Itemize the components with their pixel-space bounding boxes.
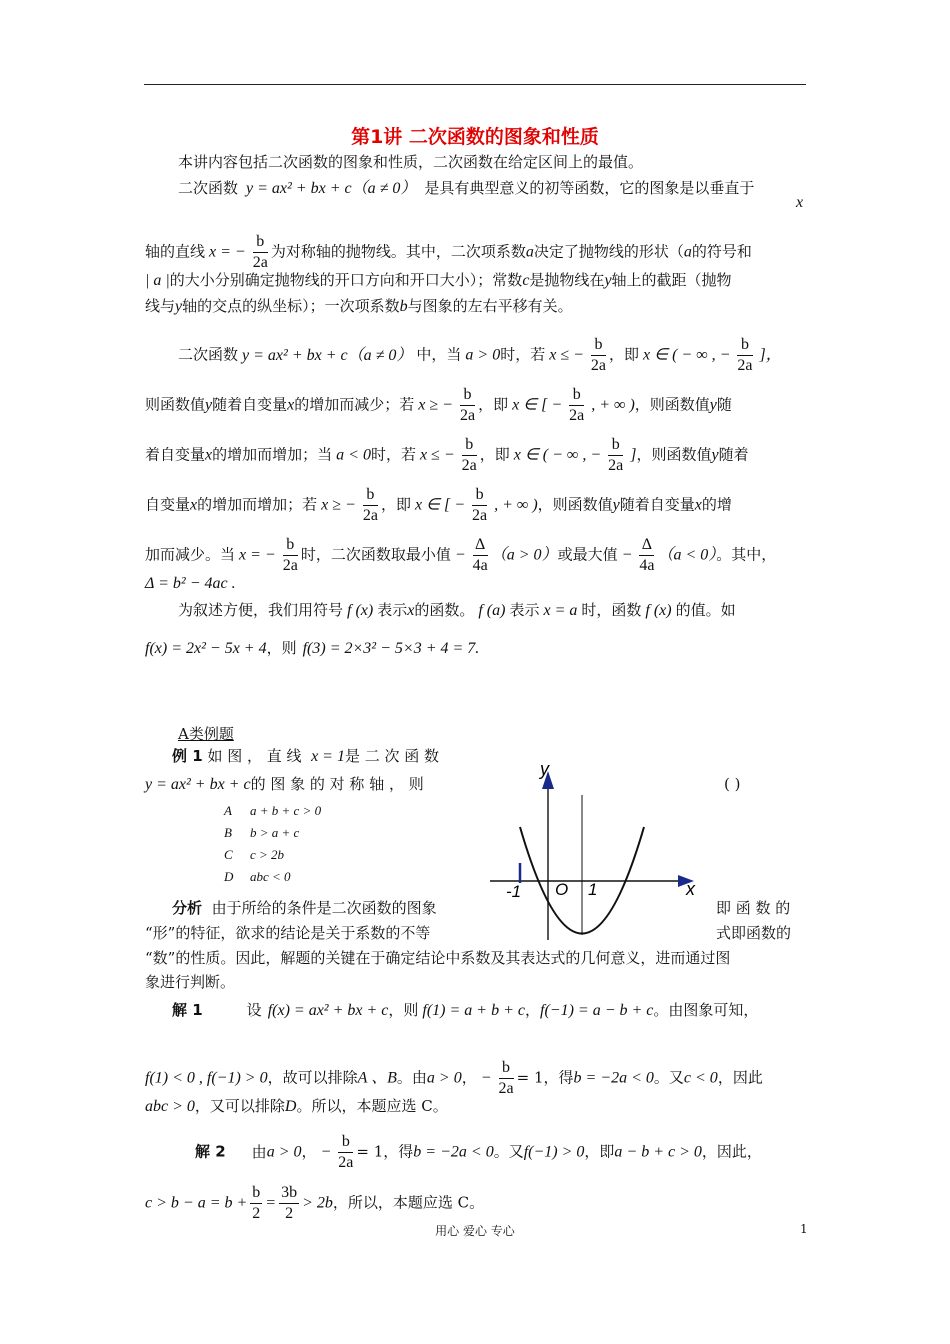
p3-line1: 为叙述方便，我们用符号 f (x) 表示x的函数。 f (a) 表示 x = a 时，函数 f (x) 的值。如 xyxy=(178,601,736,619)
sol1-line1: 解 1 设 f(x) = ax² + bx + c，则 f(1) = a + b + c，f(−1) = a − b + c。由图象可知， xyxy=(172,1001,759,1019)
p3-line2: f(x) = 2x² − 5x + 4，则 f(3) = 2×3² − 5×3 + 4 = 7. xyxy=(145,639,480,657)
sol2-line2: c > b − a = b + $\frac{b}{2}$ = $\frac{3b}{2}$ > 2b，所以，本题应选 C。 xyxy=(145,1184,485,1222)
header-rule xyxy=(144,84,806,85)
p1-line2: 轴的直线 x = − $\frac{b}{2a}$ 为对称轴的抛物线。其中，二次项系数a决定了抛物线的形状（a的符号和 xyxy=(145,233,752,271)
analysis-line1-right: 即 函 数 的 xyxy=(716,899,791,917)
p1-line3: | a |的大小分别确定抛物线的开口方向和开口大小）；常数c是抛物线在y轴上的截距（抛物 xyxy=(145,271,732,289)
x-label: x xyxy=(686,879,695,899)
p2-line3: 着自变量x的增加而增加；当 a < 0时，若 x ≤ − $\frac{b}{2a}$ ，即 x ∈ ( − ∞ , − $\frac{b}{2a}$ ]，则函数值y随着 xyxy=(145,436,749,474)
delta-formula: Δ = b² − 4ac . xyxy=(145,575,236,592)
tick-1-label: 1 xyxy=(588,880,598,899)
intro: 本讲内容包括二次函数的图象和性质，二次函数在给定区间上的最值。 xyxy=(178,153,644,171)
p2-line4: 自变量x的增加而增加；若 x ≥ − $\frac{b}{2a}$ ，即 x ∈ [ − $\frac{b}{2a}$ , + ∞ )，则函数值y随着自变量x的增 xyxy=(145,486,732,524)
y-label: y xyxy=(540,759,549,779)
ex1-line1: 例 1 如 图 ， 直 线 x = 1是 二 次 函 数 xyxy=(172,747,440,765)
p2-line1: 二次函数 y = ax² + bx + c（a ≠ 0） 中，当 a > 0时，若 x ≤ − $\frac{b}{2a}$ ，即 x ∈ ( − ∞ , − $\frac{b}{2a}$ ]， xyxy=(178,336,782,374)
option-c: C c > 2b xyxy=(224,847,285,862)
page-number: 1 xyxy=(800,1222,808,1236)
footer: 用心 爱心 专心 xyxy=(435,1224,515,1238)
section-heading: A类例题 xyxy=(178,725,234,743)
option-d: D abc < 0 xyxy=(224,869,291,884)
origin-label: O xyxy=(555,880,569,899)
option-b: B b > a + c xyxy=(224,825,300,840)
sol2-line1: 解 2 由a > 0， − $\frac{b}{2a}$ = 1，得b = −2a < 0。又f(−1) > 0，即a − b + c > 0，因此， xyxy=(195,1133,762,1171)
analysis-line2: “形”的特征，欲求的结论是关于系数的不等 xyxy=(145,924,431,942)
analysis-line3: “数”的性质。因此，解题的关键在于确定结论中系数及其表达式的几何意义，进而通过图 xyxy=(145,949,731,967)
option-a: A a + b + c > 0 xyxy=(224,803,322,818)
p1-line1: 二次函数 y = ax² + bx + c（a ≠ 0） 是具有典型意义的初等函数，它的图象是以垂直于 xyxy=(178,179,755,197)
ex1-options xyxy=(224,803,321,891)
answer-paren: ( ) xyxy=(724,775,741,793)
p2-line2: 则函数值y随着自变量x的增加而减少；若 x ≥ − $\frac{b}{2a}$ ，即 x ∈ [ − $\frac{b}{2a}$ , + ∞ )，则函数值y随 xyxy=(145,386,732,424)
tick-neg1-label: -1 xyxy=(506,882,522,901)
p2-line5: 加而减少。当 x = − $\frac{b}{2a}$ 时，二次函数取最小值 − $\frac{\Delta}{4a}$ （a > 0）或最大值 − $\frac{\Delta}{4a}$ （a < 0）。其中， xyxy=(145,536,777,574)
sol1-line3: abc > 0，又可以排除D。所以，本题应选 C。 xyxy=(145,1097,448,1115)
page-title: 第1讲 二次函数的图象和性质 xyxy=(351,126,599,148)
p1-line4: 线与y轴的交点的纵坐标）；一次项系数b与图象的左右平移有关。 xyxy=(145,297,573,315)
analysis-line4: 象进行判断。 xyxy=(145,973,236,991)
parabola-graph xyxy=(490,755,710,945)
p1-x: x xyxy=(796,194,804,211)
ex1-line2: y = ax² + bx + c的 图 象 的 对 称 轴 ， 则 xyxy=(145,775,424,793)
sol1-line2: f(1) < 0 , f(−1) > 0，故可以排除A 、B。由a > 0， − $\frac{b}{2a}$ = 1，得b = −2a < 0。又c < 0，因此 xyxy=(145,1059,763,1097)
analysis-line2-right: 式即函数的 xyxy=(716,924,792,942)
analysis-line1: 分析 由于所给的条件是二次函数的图象 xyxy=(172,899,437,917)
